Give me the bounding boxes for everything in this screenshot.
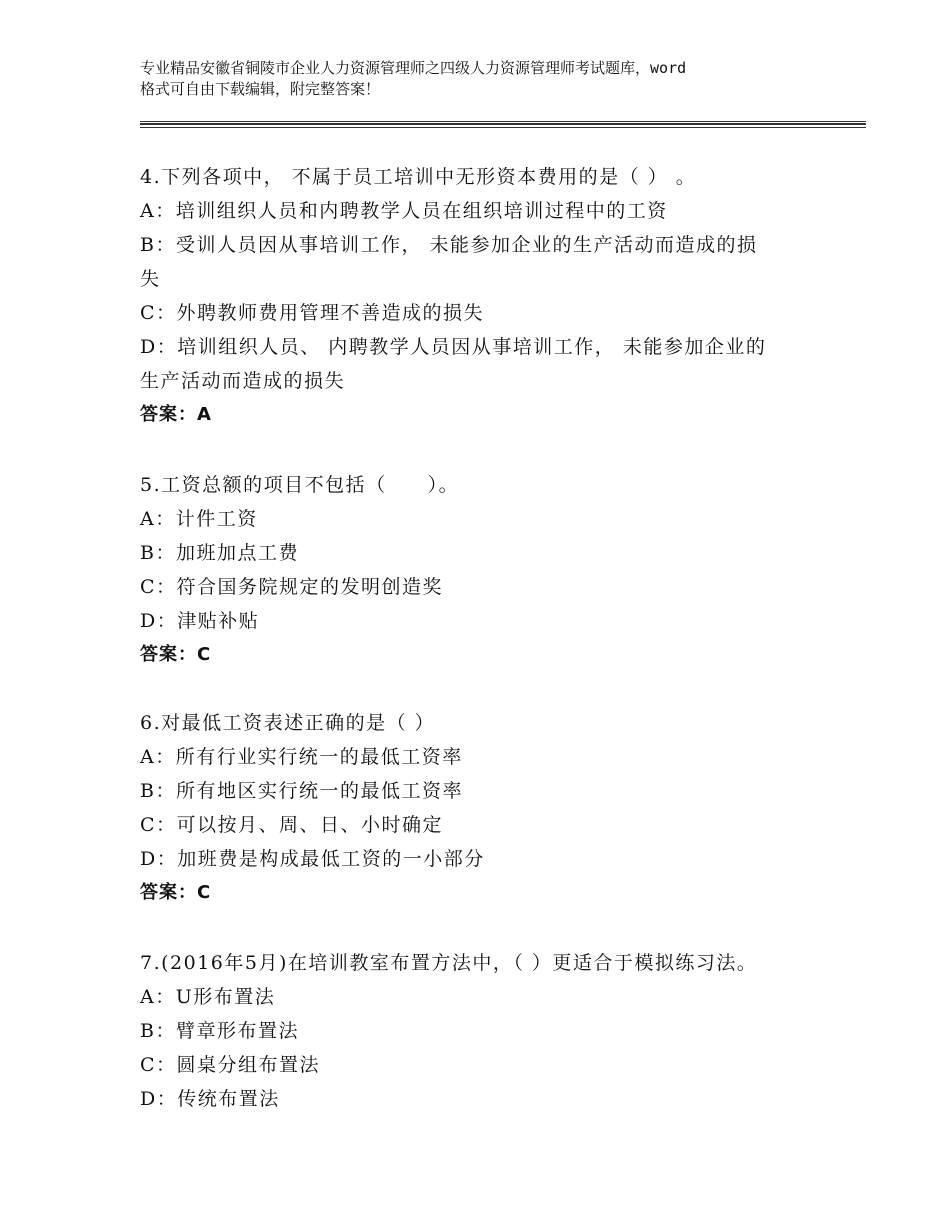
header-divider bbox=[140, 121, 866, 122]
option-c: C：符合国务院规定的发明创造奖 bbox=[140, 576, 444, 598]
option-d: D：津贴补贴 bbox=[140, 610, 260, 632]
question-7 bbox=[140, 946, 820, 1116]
question-6 bbox=[140, 706, 820, 910]
question-stem: 6.对最低工资表述正确的是（ ） bbox=[140, 712, 436, 734]
option-b: B：所有地区实行统一的最低工资率 bbox=[140, 780, 463, 802]
option-d: D：培训组织人员、 内聘教学人员因从事培训工作， 未能参加企业的 bbox=[140, 336, 767, 358]
question-stem: 5.工资总额的项目不包括（ ）。 bbox=[140, 474, 460, 496]
document-header bbox=[140, 58, 840, 100]
option-d: D：传统布置法 bbox=[140, 1088, 280, 1110]
option-c: C：圆桌分组布置法 bbox=[140, 1054, 321, 1076]
option-a: A：计件工资 bbox=[140, 508, 258, 530]
header-divider bbox=[140, 127, 866, 128]
header-title-line-1: 专业精品安徽省铜陵市企业人力资源管理师之四级人力资源管理师考试题库，word bbox=[140, 59, 687, 77]
option-a: A：培训组织人员和内聘教学人员在组织培训过程中的工资 bbox=[140, 200, 668, 222]
option-b: B：受训人员因从事培训工作， 未能参加企业的生产活动而造成的损 bbox=[140, 234, 758, 256]
option-d-continued: 生产活动而造成的损失 bbox=[140, 370, 346, 392]
option-a: A：所有行业实行统一的最低工资率 bbox=[140, 746, 463, 768]
answer: 答案：A bbox=[140, 404, 212, 425]
header-title-line-2: 格式可自由下载编辑，附完整答案！ bbox=[140, 80, 381, 98]
option-a: A：U形布置法 bbox=[140, 986, 276, 1008]
question-4 bbox=[140, 160, 820, 432]
option-b-continued: 失 bbox=[140, 268, 161, 290]
option-d: D：加班费是构成最低工资的一小部分 bbox=[140, 848, 485, 870]
option-b: B：臂章形布置法 bbox=[140, 1020, 299, 1042]
answer: 答案：C bbox=[140, 882, 212, 903]
option-c: C：外聘教师费用管理不善造成的损失 bbox=[140, 302, 485, 324]
answer: 答案：C bbox=[140, 644, 212, 665]
option-b: B：加班加点工费 bbox=[140, 542, 299, 564]
question-stem: 4.下列各项中， 不属于员工培训中无形资本费用的是（ ） 。 bbox=[140, 166, 697, 188]
question-5 bbox=[140, 468, 820, 672]
question-stem: 7.(2016年5月)在培训教室布置方法中，（ ）更适合于模拟练习法。 bbox=[140, 952, 758, 974]
option-c: C：可以按月、周、日、小时确定 bbox=[140, 814, 444, 836]
header-divider bbox=[140, 123, 866, 125]
